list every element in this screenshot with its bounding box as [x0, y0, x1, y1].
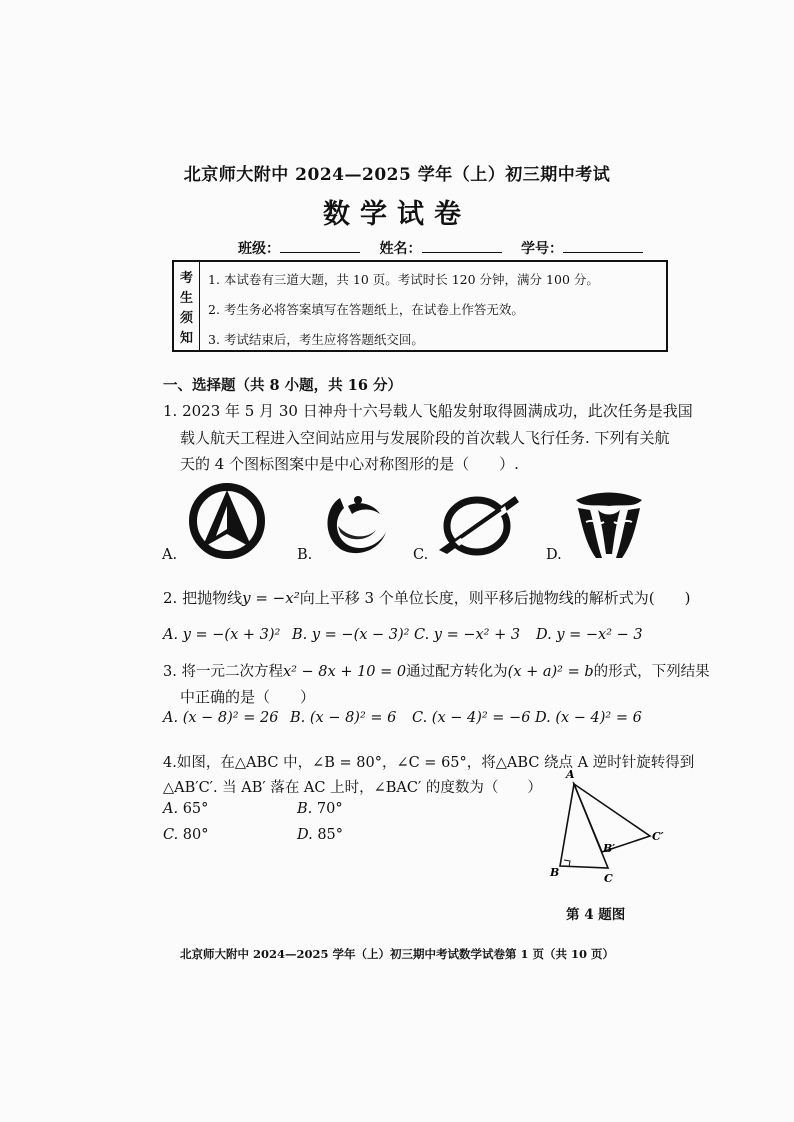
option-text: 65°	[182, 801, 209, 817]
q3-option-b[interactable]	[290, 710, 396, 726]
q1-option-d[interactable]: D.	[546, 547, 562, 563]
option-label: A.	[163, 710, 179, 726]
section-heading: 一、选择题（共 8 小题，共 16 分）	[163, 377, 402, 394]
q1-option-c[interactable]: C.	[413, 547, 429, 563]
class-label: 班级：	[238, 241, 280, 257]
notice-box	[172, 260, 668, 352]
q2-equation: y = −x²	[242, 589, 300, 607]
notice-item: 1. 本试卷有三道大题，共 10 页。考试时长 120 分钟，满分 100 分。	[208, 272, 599, 287]
notice-item: 3. 考试结束后，考生应将答题纸交回。	[208, 332, 424, 347]
notice-heading-char: 生	[179, 290, 193, 306]
student-info-row	[238, 238, 643, 258]
q2-option-d[interactable]	[536, 627, 643, 643]
label-c-prime: C′	[652, 830, 664, 843]
q3-option-d[interactable]	[535, 710, 642, 726]
notice-heading	[174, 262, 200, 350]
name-field[interactable]	[422, 240, 502, 253]
option-label: C.	[412, 710, 428, 726]
name-label: 姓名：	[379, 241, 422, 257]
notice-item: 2. 考生务必将答案填写在答题纸上，在试卷上作答无效。	[208, 302, 524, 317]
q3-option-a[interactable]	[163, 710, 278, 726]
q3-stem-line1	[163, 660, 710, 681]
option-label: D.	[535, 710, 551, 726]
option-text: y = −x² + 3	[433, 627, 521, 643]
option-label: A.	[163, 627, 179, 643]
q3-stem-line2: 中正确的是（ ）	[180, 688, 316, 706]
q2-option-a[interactable]	[163, 627, 280, 643]
q2-option-c[interactable]	[414, 627, 520, 643]
notice-heading-char: 考	[179, 270, 193, 286]
q4-triangle-figure	[540, 764, 680, 889]
id-label: 学号：	[521, 241, 563, 257]
subject-title: 数学试卷	[323, 199, 471, 230]
option-text: (x − 4)² = −6	[431, 710, 531, 726]
q3-suffix: 的形式，下列结果	[593, 664, 710, 680]
option-text: y = −x² − 3	[556, 627, 643, 643]
option-label: C.	[163, 827, 179, 843]
arrow-circle-logo-icon	[188, 482, 266, 560]
q2-suffix: 向上平移 3 个单位长度，则平移后抛物线的解析式为( )	[299, 589, 691, 607]
notice-heading-char: 知	[179, 330, 193, 346]
option-text: y = −(x + 3)²	[182, 627, 281, 643]
ring-slash-logo-icon	[435, 488, 519, 560]
option-text: y = −(x − 3)²	[311, 627, 410, 643]
q4-stem-line2: △AB′C′. 当 AB′ 落在 AC 上时，∠BAC′ 的度数为（ ）	[163, 780, 542, 796]
option-text: (x − 8)² = 6	[309, 710, 397, 726]
q3-equation: x² − 8x + 10 = 0	[282, 664, 407, 680]
class-field[interactable]	[280, 240, 360, 253]
q1-option-a[interactable]: A.	[162, 547, 178, 563]
q3-mid: 通过配方转化为	[406, 664, 508, 680]
figure-caption: 第 4 题图	[566, 907, 626, 923]
q4-option-d[interactable]	[297, 827, 343, 843]
label-b: B	[550, 866, 560, 879]
q4-option-b[interactable]	[297, 801, 343, 817]
triangle-abc	[560, 784, 608, 868]
q1-line: 载人航天工程进入空间站应用与发展阶段的首次载人飞行任务. 下列有关航	[180, 429, 670, 447]
option-label: A.	[163, 801, 179, 817]
label-b-prime: B′	[603, 842, 616, 855]
q4-stem-line1: 4.如图，在△ABC 中，∠B = 80°，∠C = 65°，将△ABC 绕点 A 逆时针旋转得到	[163, 755, 695, 771]
q4-option-a[interactable]	[163, 801, 208, 817]
q2-stem	[163, 587, 691, 608]
option-label: C.	[414, 627, 430, 643]
page-footer: 北京师大附中 2024—2025 学年（上）初三期中考试数学试卷第 1 页（共 10 页）	[179, 947, 615, 961]
option-text: 80°	[182, 827, 209, 843]
option-text: 70°	[316, 801, 343, 817]
option-text: (x − 4)² = 6	[555, 710, 642, 726]
q2-prefix: 2. 把抛物线	[163, 589, 243, 607]
q2-option-b[interactable]	[292, 627, 409, 643]
q4-option-c[interactable]	[163, 827, 209, 843]
q1-line: 1. 2023 年 5 月 30 日神舟十六号载人飞船发射取得圆满成功，此次任务是我国	[163, 402, 693, 420]
exam-title: 北京师大附中 2024—2025 学年（上）初三期中考试	[183, 165, 611, 185]
option-label: D.	[536, 627, 552, 643]
option-label: B.	[297, 801, 313, 817]
q3-prefix: 3. 将一元二次方程	[163, 664, 283, 680]
brush-swirl-logo-icon	[318, 486, 392, 560]
option-label: B.	[292, 627, 308, 643]
option-text: 85°	[317, 827, 344, 843]
option-label: D.	[297, 827, 313, 843]
flame-pattern-logo-icon	[568, 488, 650, 564]
id-field[interactable]	[563, 240, 643, 253]
label-a: A	[566, 768, 575, 781]
notice-heading-char: 须	[179, 310, 193, 326]
q1-line: 天的 4 个图标图案中是中心对称图形的是（ ）.	[180, 455, 519, 473]
q3-option-c[interactable]	[412, 710, 530, 726]
q3-form: (x + a)² = b	[507, 664, 594, 680]
label-c: C	[604, 872, 613, 885]
option-label: B.	[290, 710, 306, 726]
option-text: (x − 8)² = 26	[182, 710, 279, 726]
q1-option-b[interactable]: B.	[297, 547, 313, 563]
